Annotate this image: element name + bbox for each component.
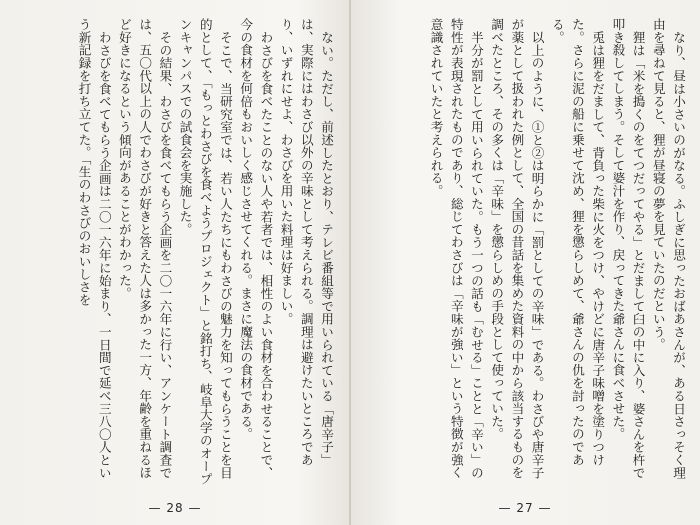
page-number-left: — 28 — xyxy=(148,501,202,515)
paragraph: そこで、当研究室では、若い人たちにもわさびの魅力を知ってもらうことを目的として、「もっとわさびを食べようプロジェクト」と銘打ち、岐阜大学のオープンキャンパスでの試食会を実施した。 xyxy=(177,18,233,486)
paragraph: わさびを食べたことのない人や若者では、相性のよい食材を合わせることで、今の食材を何倍もおいしく感じさせてくれる。まさに魔法の食材である。 xyxy=(238,18,274,479)
paragraph: その結果、わさびを食べてもらう企画を二〇一六年に行い、アンケート調査では、五〇代以上の人でわさびが好きと答えた人は多かった一方、年齢を重ねるほど好きになるという傾向があることがわかった。 xyxy=(116,18,173,479)
paragraph: 半分が罰として用いられていた。もう一つの話も「むせる」ことと「辛い」の特性が表現されたものであり、総じてわさびは「辛味が強い」という特徴が強く意識されていたと考えられる。 xyxy=(428,18,484,479)
paragraph: 狸は「米を搗くのをてつだってやる」とだまして臼の中に入り、婆さんを杵で叩き殺してしまう。そして婆汁を作り、戻ってきた爺さんに食べさせた。 xyxy=(610,18,646,479)
paragraph: なり、昼は小さいのがなる。ふしぎに思ったおばあさんが、ある日さっそく理由を尋ねて見ると、狸が昼寝の夢を見ていたのだという。 xyxy=(650,18,686,479)
paragraph: ない。ただし、前述したとおり、テレビ番組等で用いられている「唐辛子」は、実際にはわさび以外の辛味として考えられる。調理は避けたいところであり、いずれにせよ、わさびを用いた料理は好ましい。 xyxy=(278,18,334,466)
right-page xyxy=(350,0,700,525)
paragraph: わさびを食べてもらう企画は二〇一六年に始まり、一日間で延べ三八〇人という新記録を打ち立てた。「生のわさびのおいしさを xyxy=(76,18,112,479)
left-page-body xyxy=(18,18,336,488)
paragraph: 兎は狸をだまして、背負った柴に火をつけ、やけどに唐辛子味噌を塗りつけた。さらに泥の船に乗せて沈め、狸を懲らしめて、爺さんの仇を討ったのである。 xyxy=(549,18,606,466)
book-gutter xyxy=(349,0,351,525)
paragraph: 以上のように、①と②は明らかに「罰としての辛味」である。わさびや唐辛子が薬として扱われた例として、全国の昔話を集めた資料の中から該当するものを調べたところ、その多くは「辛味」を懲らしめの手段として使っていた。 xyxy=(489,18,545,479)
page-number-right: — 27 — xyxy=(498,501,552,515)
right-page-body xyxy=(364,18,688,488)
